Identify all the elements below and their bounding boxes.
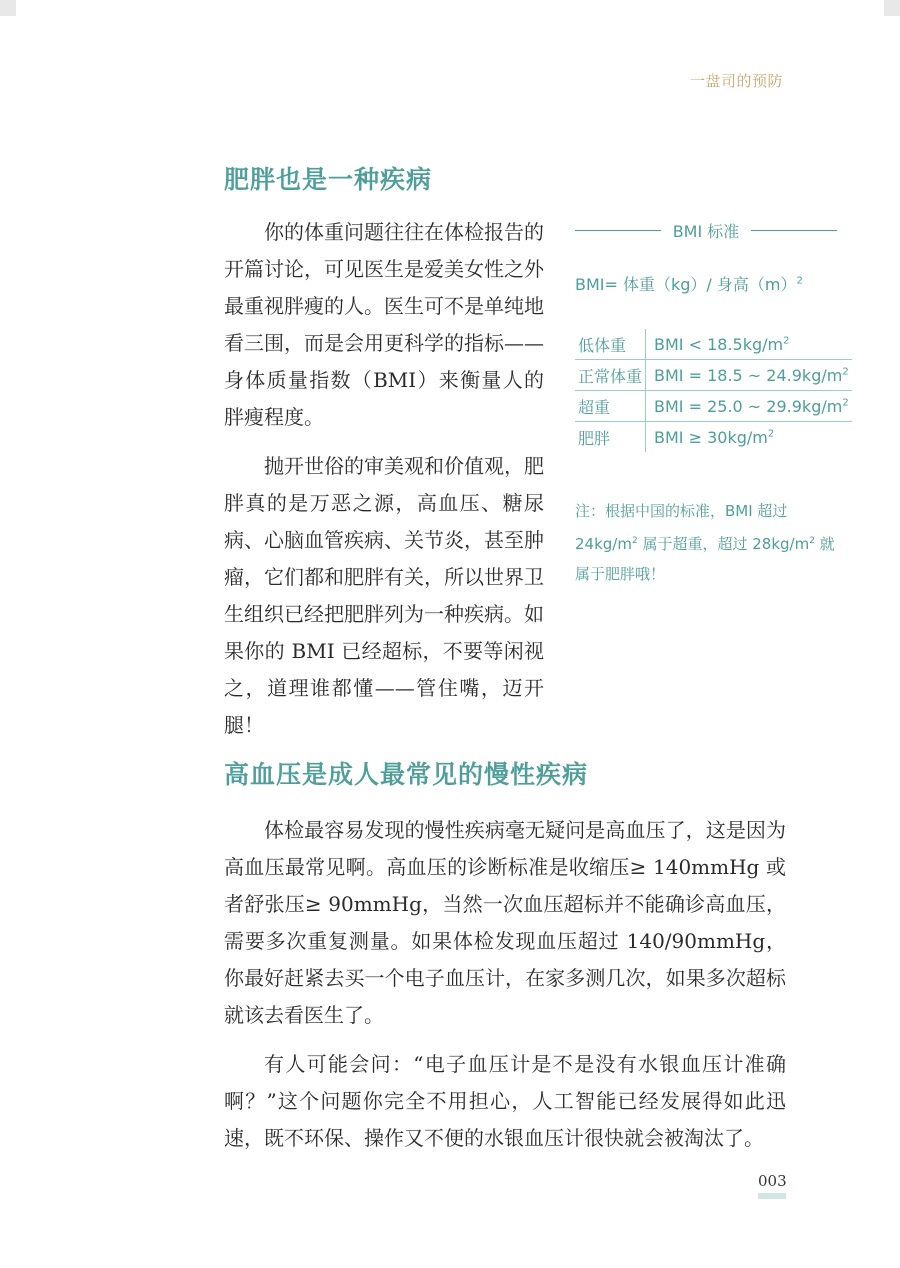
bmi-formula-text: BMI= 体重（kg）/ 身高（m） (575, 275, 797, 294)
table-row (575, 422, 852, 453)
section-heading-hypertension: 高血压是成人最常见的慢性疾病 (224, 760, 589, 789)
section-heading-obesity: 肥胖也是一种疾病 (224, 165, 433, 194)
page-number-underline (758, 1193, 786, 1199)
hypertension-body (224, 812, 786, 1157)
bmi-sidebar-header (575, 214, 837, 246)
bmi-category-label: 低体重 (575, 329, 646, 360)
obesity-paragraph-1: 你的体重问题往往在体检报告的开篇讨论，可见医生是爱美女性之外最重视胖瘦的人。医生可不是单纯地看三围，而是会用更科学的指标——身体质量指数（BMI）来衡量人的胖瘦程度。 (224, 220, 544, 429)
hypertension-paragraph-1: 体检最容易发现的慢性疾病毫无疑问是高血压了，这是因为高血压最常见啊。高血压的诊断标准是收缩压≥ 140mmHg 或者舒张压≥ 90mmHg，当然一次血压超标并不能确诊高血压，需要多次重复测量。如果体检发现血压超过 140/90mmHg，你最好赶紧去买一个电子血压计，在家多测几次，如果多次超标就该去看医生了。 (224, 818, 786, 1027)
table-row (575, 329, 852, 360)
page-corner-top-right (884, 0, 900, 16)
bmi-category-label: 肥胖 (575, 422, 646, 453)
bmi-range-value: BMI = 25.0 ~ $29.9kg/m^2$ (646, 391, 852, 422)
hypertension-paragraph-2: 有人可能会问：“电子血压计是不是没有水银血压计准确啊？”这个问题你完全不用担心，人工智能已经发展得如此迅速，既不环保、操作又不便的水银血压计很快就会被淘汰了。 (224, 1052, 786, 1150)
running-head: 一盘司的预防 (690, 72, 784, 90)
page-corner-top-left (0, 0, 16, 16)
bmi-range-value: BMI ≥ $30kg/m^2$ (654, 427, 775, 447)
bmi-note: 注：根据中国的标准，BMI 超过 $24kg/m^2$ 属于超重，超过 $28kg/m^2$ 就属于肥胖哦！ (575, 502, 835, 583)
bmi-range-value: BMI < $18.5kg/m^2$ (646, 329, 852, 360)
divider-right (751, 230, 837, 231)
bmi-sidebar-title: BMI 标准 (672, 221, 740, 241)
bmi-category-label: 超重 (575, 391, 646, 422)
bmi-range-value: BMI = 18.5 ~ $24.9kg/m^2$ (646, 360, 852, 391)
page-number: 003 (758, 1172, 787, 1190)
bmi-formula-exponent: 2 (796, 275, 803, 287)
bmi-formula (575, 272, 837, 295)
obesity-paragraph-2: 抛开世俗的审美观和价值观，肥胖真的是万恶之源，高血压、糖尿病、心脑血管疾病、关节炎，甚至肿瘤，它们都和肥胖有关，所以世界卫生组织已经把肥胖列为一种疾病。如果你的 BMI 已经超标，不要等闲视之，道理谁都懂——管住嘴，迈开腿！ (224, 454, 544, 737)
table-row (575, 360, 852, 391)
bmi-table (575, 329, 852, 452)
bmi-sidebar (575, 214, 849, 589)
divider-left (575, 230, 661, 231)
table-row (575, 391, 852, 422)
bmi-category-label: 正常体重 (575, 360, 646, 391)
obesity-body (224, 214, 544, 756)
